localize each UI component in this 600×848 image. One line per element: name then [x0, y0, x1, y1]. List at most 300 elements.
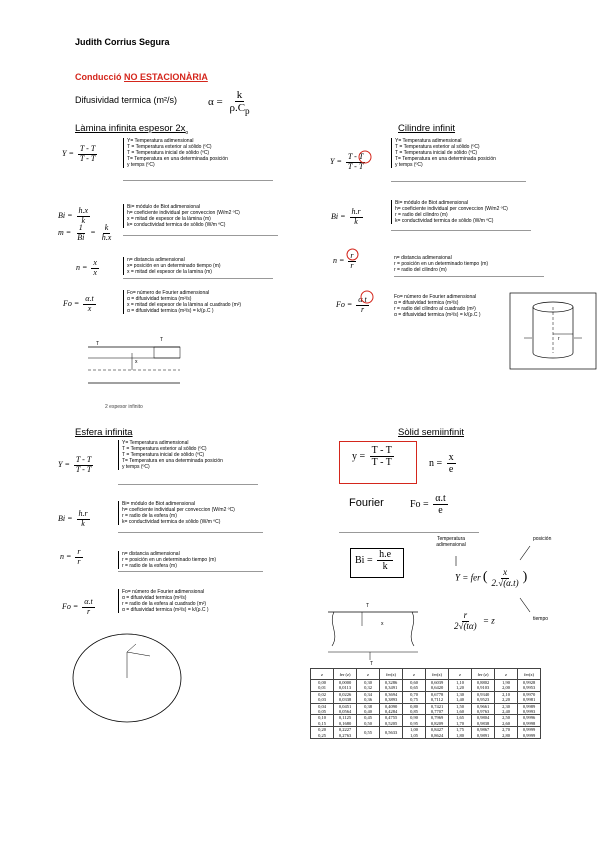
- cilindre-sketch-r: r: [558, 336, 560, 342]
- cilindre-y-highlight-circle: [359, 151, 371, 163]
- lamina-n-num: x: [93, 258, 97, 267]
- solid-bi-lhs: Bi =: [355, 554, 373, 566]
- cilindre-y-desc-line: T = Temperatura exterior al sòlido (ºC): [395, 144, 480, 151]
- lamina-fo-desc-line: α = difusividad termica (m²/s): [127, 296, 192, 303]
- table-cell: [311, 703, 334, 715]
- diffusivity-den: ρ.C: [229, 102, 246, 115]
- table-cell: [403, 691, 426, 703]
- solid-z-formula: [450, 611, 495, 632]
- table-cell: [403, 715, 426, 727]
- cilindre-fo-num: α.t: [358, 295, 367, 304]
- table-cell: [449, 727, 472, 739]
- esfera-y-desc-line: T= Temperatura en una determinada posición: [122, 458, 223, 465]
- diffusivity-den-sub: p: [245, 106, 250, 117]
- table-cell-value: 1,10: [456, 680, 464, 685]
- solid-fo-num: α.t: [435, 493, 446, 504]
- table-cell: [357, 703, 380, 715]
- table-cell-value: 1,60: [456, 709, 464, 715]
- esfera-y-desc-line: T = Temperatura exterior al sòlido (ºC): [122, 446, 207, 453]
- table-cell-value: 0,7707: [430, 709, 444, 715]
- table-cell: [518, 727, 541, 739]
- solid-time-label: tiempo: [533, 616, 549, 622]
- cilindre-bi-formula: [331, 208, 365, 227]
- erf-col-header: z: [495, 669, 518, 680]
- cilindre-y-divider: [391, 181, 526, 182]
- solid-pos-label: posición: [533, 536, 552, 542]
- cilindre-n-divider: [394, 276, 544, 277]
- table-cell: [426, 715, 449, 727]
- solid-heading: Sòlid semiinfinit: [398, 427, 464, 438]
- solid-bi-num: h.e: [379, 549, 392, 560]
- table-cell-value: 0,2227: [338, 727, 352, 733]
- solid-temp-label: Temperatura adimensional: [436, 536, 466, 548]
- table-cell: [380, 727, 403, 739]
- table-cell-value: 0,85: [410, 709, 418, 715]
- table-cell: [449, 680, 472, 692]
- cilindre-sketch-frame: [510, 293, 596, 369]
- table-cell: [518, 703, 541, 715]
- table-cell-value: 0,2763: [338, 732, 352, 738]
- table-cell-value: 1,00: [410, 727, 418, 733]
- table-cell: [334, 727, 357, 739]
- cilindre-fo-desc-line: α = difusividad termica (m²/s): [394, 300, 459, 307]
- erf-col-header: fer(z): [518, 669, 541, 680]
- esfera-bi-lhs: Bi =: [58, 514, 73, 524]
- lamina-bi-lhs: Bi =: [58, 211, 73, 221]
- table-cell: [380, 680, 403, 692]
- esfera-sketch-radius2: [127, 644, 136, 652]
- table-cell: [472, 703, 495, 715]
- erf-table-header-row: [311, 669, 541, 680]
- solid-arrow-pos: [520, 546, 530, 560]
- esfera-n-desc-line: n= distancia adimensional: [122, 551, 180, 557]
- esfera-fo-desc-line: Fo= número de Fourier adimensional: [122, 589, 205, 595]
- table-cell-value: 0,04: [318, 703, 326, 709]
- lamina-n-den: x: [93, 267, 97, 277]
- table-cell-value: 2,10: [502, 691, 510, 697]
- table-cell: [426, 691, 449, 703]
- lamina-fo-formula: [63, 295, 98, 314]
- lamina-m-num: 1: [78, 223, 83, 232]
- solid-z-rhs: = z: [482, 615, 495, 626]
- cilindre-y-desc: [391, 138, 496, 168]
- solid-n-den: e: [448, 464, 454, 475]
- table-cell-value: 1,40: [456, 697, 464, 703]
- table-cell: [380, 691, 403, 703]
- table-cell-value: 2,80: [502, 732, 510, 738]
- table-cell: [311, 715, 334, 727]
- esfera-y-den: T - T: [75, 464, 92, 474]
- cilindre-fo-den: r: [360, 304, 365, 314]
- table-cell-value: 0,3491: [384, 685, 398, 691]
- table-cell: [311, 691, 334, 703]
- table-cell-value: 0,38: [364, 703, 372, 709]
- table-cell: [334, 691, 357, 703]
- cilindre-n-highlight-circle: [347, 249, 358, 260]
- table-cell-value: 0,0226: [338, 691, 352, 697]
- solid-fourier-label: Fourier: [349, 497, 384, 509]
- table-cell: [334, 680, 357, 692]
- table-cell-value: 1,80: [456, 732, 464, 738]
- solid-sketch-t-bottom: T: [370, 661, 374, 667]
- table-cell: [380, 715, 403, 727]
- esfera-bi-num: h.r: [78, 509, 88, 518]
- esfera-n-formula: [60, 548, 85, 567]
- esfera-y-lhs: Y =: [58, 460, 70, 470]
- table-cell-value: 0,4090: [384, 703, 398, 709]
- table-cell: [472, 680, 495, 692]
- lamina-fo-desc-line: α = difusividad termica (m²/s) = k/(ρ.C ): [127, 308, 214, 315]
- table-cell: [357, 691, 380, 703]
- table-cell-value: 0,03: [318, 697, 326, 703]
- table-cell-value: 0,8802: [476, 680, 490, 685]
- cilindre-n-desc-line: r = radio del cilindro (m): [394, 267, 447, 274]
- table-cell-value: 0,01: [318, 685, 326, 691]
- lamina-m-num2: k: [104, 223, 109, 232]
- table-cell: [472, 727, 495, 739]
- lamina-n-desc-line: n= distancia adimensional: [127, 257, 185, 263]
- esfera-fo-desc-line: r = radio de la esfera al cuadrado (m²): [122, 601, 207, 608]
- lamina-bi-desc-line: h= coeficiente individual per conveccion (W/m2 ºC): [127, 210, 240, 217]
- lamina-y-desc: [123, 138, 228, 168]
- table-cell-value: 0,1680: [338, 720, 352, 726]
- cilindre-bi-den: k: [354, 216, 358, 226]
- solid-bi-formula: [355, 549, 395, 572]
- solid-arrow-time: [520, 598, 530, 612]
- cilindre-y-desc-line: T = Temperatura inicial de sòlido (ºC): [395, 150, 478, 157]
- table-cell-value: 0,9523: [476, 697, 490, 703]
- esfera-fo-lhs: Fo =: [62, 602, 79, 612]
- table-cell-value: 0,00: [318, 680, 326, 685]
- solid-z-den: 2√(tα): [454, 620, 477, 631]
- table-cell: [495, 715, 518, 727]
- table-cell-value: 0,0338: [338, 697, 352, 703]
- erf-col-header: fer (z): [472, 669, 495, 680]
- lamina-y-den: T - T: [79, 153, 96, 163]
- erf-col-header: z: [357, 669, 380, 680]
- table-cell-value: 2,30: [502, 703, 510, 709]
- lamina-sketch-box: [154, 347, 180, 358]
- cilindre-bi-desc-line: h= coeficiente individual per conveccion (W/m2 ºC): [395, 206, 508, 213]
- lamina-bi-formula: [58, 207, 92, 226]
- esfera-bi-desc-line: k= conductividad termica de sòlido (W/m ºC): [122, 519, 221, 526]
- table-cell-value: 0,6778: [430, 691, 444, 697]
- table-row: [311, 703, 541, 715]
- esfera-n-desc-line: r = radio de la esfera (m): [122, 563, 177, 570]
- table-cell-value: 0,5205: [384, 720, 398, 726]
- table-cell-value: 1,20: [456, 685, 464, 691]
- table-cell-value: 0,25: [318, 732, 326, 738]
- title-underlined: NO ESTACIONÀRIA: [124, 72, 208, 82]
- table-cell-value: 0,6039: [430, 680, 444, 685]
- erf-col-header: z: [449, 669, 472, 680]
- cilindre-y-lhs: Y =: [330, 157, 342, 167]
- lamina-n-desc-line: x = mitad del espesor de la lamina (m): [127, 269, 212, 276]
- esfera-sketch-radius: [127, 652, 150, 656]
- cilindre-n-num: r: [350, 251, 354, 260]
- table-cell: [311, 680, 334, 692]
- table-cell: [472, 691, 495, 703]
- lamina-m-eq: =: [90, 228, 96, 238]
- solid-yfer-den: 2.√(α.t): [491, 577, 519, 588]
- lamina-sketch-tc: T: [96, 341, 100, 347]
- lamina-y-num: T - T: [79, 144, 96, 153]
- table-cell-value: 0,55: [364, 729, 372, 735]
- diffusivity-lhs: α =: [208, 96, 223, 109]
- table-cell-value: 1,65: [456, 715, 464, 721]
- table-cell-value: 0,5633: [384, 729, 398, 735]
- table-cell-value: 2,00: [502, 685, 510, 691]
- table-cell-value: 0,05: [318, 709, 326, 715]
- lamina-sketch-t: T: [160, 337, 164, 343]
- cilindre-sketch: [508, 291, 598, 373]
- table-cell-value: 0,10: [318, 715, 326, 721]
- solid-yfer-num: x: [503, 567, 508, 577]
- solid-sketch-right-edge: [411, 612, 414, 646]
- lamina-m-formula: [58, 224, 115, 243]
- table-cell-value: 0,8427: [430, 727, 444, 733]
- lamina-n-divider: [123, 278, 273, 279]
- table-cell-value: 0,34: [364, 691, 372, 697]
- table-cell: [472, 715, 495, 727]
- lamina-bi-desc-line: k= conductividad termica de sòlido (W/m ºC): [127, 222, 226, 229]
- table-cell-value: 0,9928: [522, 680, 536, 685]
- cilindre-bi-desc-line: Bi= módulo de Biot adimensional: [395, 200, 468, 206]
- diffusivity-label: Difusividad termica (m²/s): [75, 95, 178, 105]
- solid-yfer-lhs: Y = fer: [455, 572, 481, 583]
- table-cell: [449, 691, 472, 703]
- solid-yfer-formula: Y = fer ( $\frac{x}{2.√(\alpha.t)}$ ): [455, 567, 528, 588]
- table-cell-value: 0,8209: [430, 720, 444, 726]
- esfera-n-desc: [118, 551, 216, 569]
- solid-fo-den: e: [438, 505, 443, 516]
- esfera-bi-desc-line: r = radio de la esfera (m): [122, 513, 177, 520]
- table-cell: [495, 680, 518, 692]
- cilindre-bi-lhs: Bi =: [331, 212, 346, 222]
- table-cell-value: 0,50: [364, 720, 372, 726]
- esfera-y-formula: [58, 456, 95, 475]
- cilindre-n-desc-line: r = posición en un determinado tiempo (m): [394, 261, 489, 268]
- table-cell: [449, 715, 472, 727]
- author-name: Judith Corrius Segura: [75, 37, 170, 47]
- table-cell: [426, 680, 449, 692]
- table-cell-value: 1,90: [502, 680, 510, 685]
- table-cell-value: 0,32: [364, 685, 372, 691]
- erf-table: [310, 668, 541, 739]
- erf-table-body: [311, 680, 541, 739]
- table-cell-value: 0,9763: [476, 709, 490, 715]
- lamina-fo-desc: [123, 290, 241, 314]
- lamina-heading-sub: o: [185, 129, 189, 136]
- cilindre-fo-desc-line: Fo= número de Fourier adimensional: [394, 294, 477, 300]
- table-cell: [426, 727, 449, 739]
- table-cell-value: 0,9340: [476, 691, 490, 697]
- esfera-y-desc-line: Y= Temperatura adimensional: [122, 440, 189, 446]
- cilindre-n-desc-line: n= distancia adimensional: [394, 255, 452, 261]
- esfera-fo-den: r: [86, 606, 91, 616]
- lamina-bi-desc-line: Bi= módulo de Biot adimensional: [127, 204, 200, 210]
- lamina-bi-divider: [123, 235, 278, 236]
- lamina-y-desc-line: T= Temperatura en una determinada posición: [127, 156, 228, 163]
- table-cell: [403, 680, 426, 692]
- esfera-fo-desc: [118, 589, 209, 613]
- table-cell-value: 0,0564: [338, 709, 352, 715]
- lamina-n-formula: [76, 259, 101, 278]
- table-cell-value: 1,75: [456, 727, 464, 733]
- esfera-n-den: r: [77, 556, 81, 566]
- lamina-fo-den: x: [87, 303, 92, 313]
- lamina-y-divider: [123, 180, 273, 181]
- esfera-bi-desc-line: h= coeficiente individual per conveccion (W/m2 ºC): [122, 507, 235, 514]
- table-cell-value: 0,0451: [338, 703, 352, 709]
- table-cell-value: 0,9999: [522, 732, 536, 738]
- table-cell-value: 2,40: [502, 709, 510, 715]
- lamina-fo-desc-line: Fo= número de Fourier adimensional: [127, 290, 210, 296]
- esfera-n-divider: [118, 571, 263, 572]
- table-cell-value: 0,9661: [476, 703, 490, 709]
- table-cell: [495, 703, 518, 715]
- esfera-fo-desc-line: α = difusividad termica (m²/s): [122, 595, 187, 602]
- cilindre-fo-desc-line: r = radio del cilindro al cuadrado (m²): [394, 306, 476, 313]
- cilindre-fo-lhs: Fo =: [336, 300, 353, 310]
- cilindre-y-highlight: [358, 150, 372, 164]
- lamina-heading: [75, 123, 188, 136]
- table-cell-value: 0,15: [318, 720, 326, 726]
- table-cell-value: 0,70: [410, 691, 418, 697]
- table-row: [311, 680, 541, 692]
- esfera-n-desc-line: r = posición en un determinado tiempo (m): [122, 557, 217, 564]
- table-cell: [426, 703, 449, 715]
- table-cell-value: 0,8624: [430, 732, 444, 738]
- table-cell-value: 0,0113: [338, 685, 352, 691]
- table-cell: [495, 727, 518, 739]
- solid-y-num: T - T: [371, 445, 392, 456]
- esfera-y-desc-line: T = Temperatura inicial de sòlido (ºC): [122, 452, 205, 459]
- erf-col-header: fer (z): [334, 669, 357, 680]
- solid-y-den: T - T: [371, 457, 392, 468]
- table-cell: [357, 715, 380, 727]
- table-cell: [357, 680, 380, 692]
- lamina-n-lhs: n =: [76, 263, 88, 273]
- table-cell-value: 0,9838: [476, 720, 490, 726]
- cilindre-bi-divider: [391, 230, 531, 231]
- lamina-n-desc: [123, 257, 221, 275]
- table-cell-value: 0,9953: [522, 685, 536, 691]
- lamina-heading-text: Làmina infinita espesor 2x: [75, 123, 186, 134]
- table-cell: [357, 727, 380, 739]
- esfera-fo-num: α.t: [84, 597, 93, 606]
- lamina-y-formula: [62, 145, 99, 164]
- table-cell-value: 0,9804: [476, 715, 490, 721]
- cilindre-bi-desc-line: k= conductividad termica de sòlido (W/m ºC): [395, 218, 494, 225]
- table-cell: [334, 703, 357, 715]
- esfera-heading: Esfera infinita: [75, 427, 133, 438]
- table-cell: [518, 680, 541, 692]
- erf-col-header: z: [311, 669, 334, 680]
- table-cell-value: 0,1125: [338, 715, 352, 721]
- table-cell: [403, 703, 426, 715]
- esfera-fo-formula: [62, 598, 97, 617]
- table-cell-value: 0,3893: [384, 697, 398, 703]
- table-cell-value: 2,50: [502, 715, 510, 721]
- cilindre-n-highlight: [346, 248, 359, 261]
- table-cell: [311, 727, 334, 739]
- cilindre-fo-highlight-circle: [361, 291, 373, 303]
- table-cell-value: 0,0000: [338, 680, 352, 685]
- solid-fourier-divider: [339, 532, 479, 533]
- lamina-bi-den: k: [81, 215, 86, 225]
- table-cell-value: 0,6420: [430, 685, 444, 691]
- table-cell: [403, 727, 426, 739]
- lamina-n-desc-line: x= posición en un determinado tiempo (m): [127, 263, 221, 270]
- cilindre-y-desc-line: y temps (ºC): [395, 162, 423, 169]
- solid-sketch: [320, 590, 430, 668]
- table-cell: [495, 691, 518, 703]
- table-cell-value: 2,60: [502, 720, 510, 726]
- cilindre-fo-desc-line: α = difusividad termica (m²/s) = k/(ρ.C ): [394, 312, 481, 319]
- table-cell-value: 1,05: [410, 732, 418, 738]
- solid-y-lhs: y =: [352, 450, 366, 462]
- table-cell-value: 0,40: [364, 709, 372, 715]
- lamina-y-desc-line: y temps (ºC): [127, 162, 155, 169]
- table-cell-value: 0,4284: [384, 709, 398, 715]
- table-cell-value: 0,36: [364, 697, 372, 703]
- table-cell-value: 0,9998: [522, 720, 536, 726]
- esfera-bi-den: k: [81, 518, 85, 528]
- cilindre-n-den: r: [350, 260, 354, 270]
- erf-col-header: fer(z): [380, 669, 403, 680]
- lamina-y-lhs: Y =: [62, 149, 74, 159]
- table-cell-value: 1,70: [456, 720, 464, 726]
- lamina-m-den: Bi: [77, 232, 85, 242]
- table-cell: [334, 715, 357, 727]
- table-cell-value: 0,4755: [384, 715, 398, 721]
- lamina-sketch-x: x: [135, 359, 138, 365]
- lamina-fo-num: α.t: [85, 294, 94, 303]
- table-cell-value: 1,30: [456, 691, 464, 697]
- cilindre-heading: Cilindre infinit: [398, 123, 456, 134]
- table-cell: [449, 703, 472, 715]
- table-cell: [518, 715, 541, 727]
- cilindre-y-desc-line: T= Temperatura en una determinada posición: [395, 156, 496, 163]
- esfera-bi-divider: [118, 532, 263, 533]
- cilindre-y-den: T - T: [347, 161, 364, 171]
- esfera-n-num: r: [77, 547, 81, 556]
- lamina-fo-desc-line: x = mitad del espesor de la làmina al cuadrado (m²): [127, 302, 242, 309]
- solid-n-lhs: n =: [429, 457, 443, 469]
- table-cell-value: 0,3694: [384, 691, 398, 697]
- table-cell-value: 0,7112: [430, 697, 444, 703]
- cilindre-sketch-bottom: [533, 353, 573, 358]
- diffusivity-formula: [208, 89, 254, 116]
- table-cell-value: 0,90: [410, 715, 418, 721]
- solid-bi-den: k: [382, 561, 388, 572]
- table-cell-value: 0,9891: [476, 732, 490, 738]
- table-cell-value: 2,70: [502, 727, 510, 733]
- table-cell-value: 0,3286: [384, 680, 398, 685]
- table-row: [311, 715, 541, 727]
- table-cell-value: 0,65: [410, 685, 418, 691]
- esfera-bi-formula: [58, 510, 92, 529]
- solid-y-formula: [352, 445, 396, 468]
- solid-n-formula: [429, 452, 458, 475]
- solid-n-num: x: [448, 452, 454, 463]
- lamina-bi-desc: [123, 204, 240, 228]
- table-cell-value: 0,7969: [430, 715, 444, 721]
- solid-sketch-left-edge: [332, 612, 335, 646]
- esfera-fo-desc-line: α = difusividad termica (m²/s) = k/(ρ.C ): [122, 607, 209, 614]
- lamina-m-lhs: m =: [58, 228, 72, 238]
